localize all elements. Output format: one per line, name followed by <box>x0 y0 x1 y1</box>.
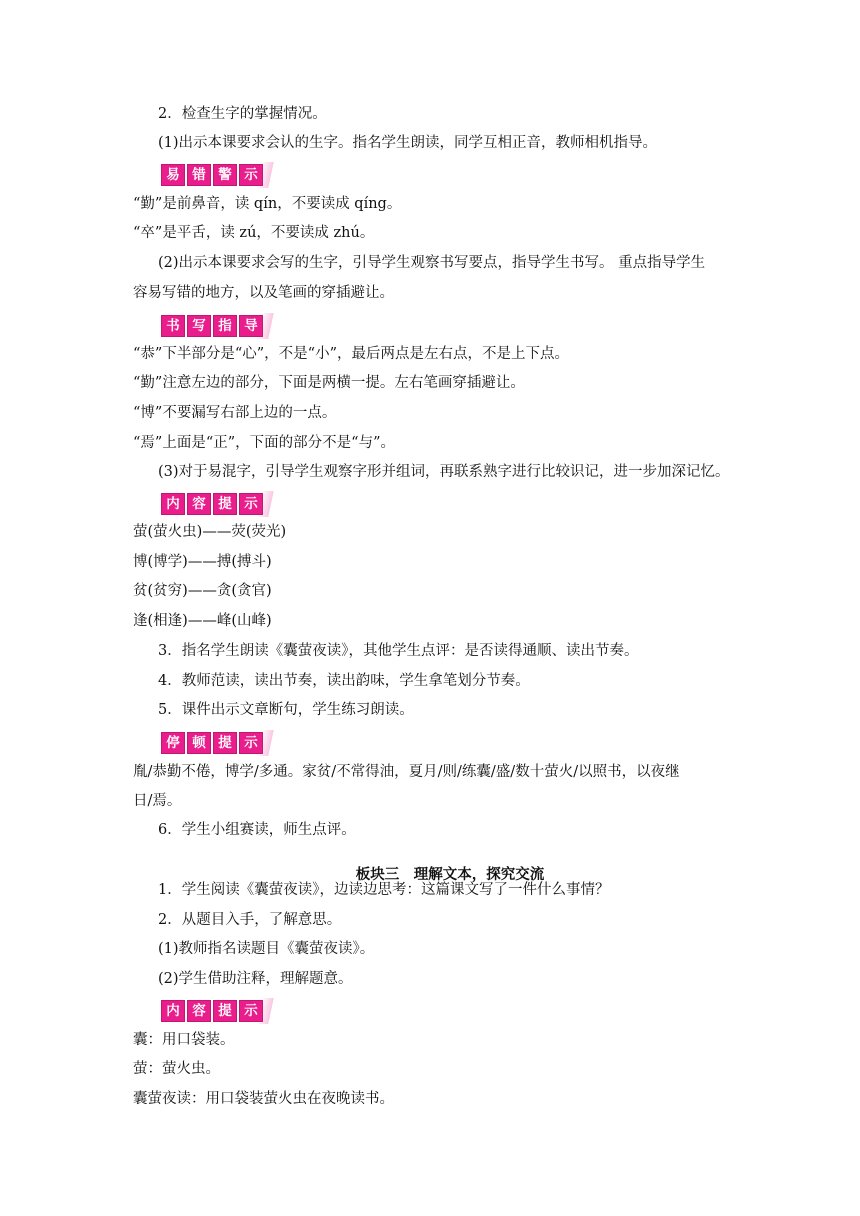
badge-neirong-tishi-2 <box>159 998 265 1024</box>
badge-yicuo-jingshi <box>159 162 265 188</box>
badge-char: 示 <box>239 1000 263 1022</box>
badge-char: 写 <box>187 315 211 337</box>
paragraph-section3-2-2: (2)学生借助注释，理解题意。 <box>158 971 353 987</box>
note-gong: “恭”下半部分是“心”，不是“小”，最后两点是左右点，不是上下点。 <box>133 346 569 362</box>
badge-char: 容 <box>187 1000 211 1022</box>
badge-char: 警 <box>213 164 237 186</box>
paragraph-step-2-2: (2)出示本课要求会写的生字，引导学生观察书写要点，指导学生书写。 重点指导学生 <box>158 255 706 271</box>
badge-neirong-tishi <box>159 491 265 517</box>
word-pair-pin: 贫(贫穷)——贪(贪官) <box>133 583 272 599</box>
paragraph-step-2-1: (1)出示本课要求会认的生字。指名学生朗读，同学互相正音，教师相机指导。 <box>158 135 658 151</box>
badge-char: 书 <box>161 315 185 337</box>
badge-char: 停 <box>161 732 185 754</box>
badge-char: 容 <box>187 493 211 515</box>
paragraph-step-5: 5．课件出示文章断句，学生练习朗读。 <box>158 702 414 718</box>
note-qin: “勤”是前鼻音，读 qín，不要读成 qíng。 <box>133 196 402 212</box>
badge-char: 示 <box>239 164 263 186</box>
badge-shuxie-zhidao <box>159 313 265 339</box>
gloss-ying: 萤：萤火虫。 <box>133 1061 220 1077</box>
pause-text: 胤/恭勤不倦，博学/多通。家贫/不常得油，夏月/则/练囊/盛/数十萤火/以照书，以夜继 <box>133 764 680 780</box>
paragraph-section3-2: 2．从题目入手，了解意思。 <box>158 912 342 928</box>
word-pair-ying: 萤(萤火虫)——荧(荧光) <box>133 524 287 540</box>
badge-char: 提 <box>213 732 237 754</box>
paragraph-step-6: 6．学生小组赛读，师生点评。 <box>158 822 356 838</box>
badge-char: 示 <box>239 493 263 515</box>
badge-char: 内 <box>161 1000 185 1022</box>
paragraph-step-2-3: (3)对于易混字，引导学生观察字形并组词，再联系熟字进行比较识记，进一步加深记忆。 <box>158 464 730 480</box>
section-heading: 板块三 理解文本，探究交流 <box>355 865 545 883</box>
badge-char: 提 <box>213 493 237 515</box>
badge-char: 示 <box>239 732 263 754</box>
badge-tingdun-tishi <box>159 730 265 756</box>
note-bo: “博”不要漏写右部上边的一点。 <box>133 405 337 421</box>
paragraph-step-2: 2．检查生字的掌握情况。 <box>158 106 327 122</box>
word-pair-bo: 博(博学)——搏(搏斗) <box>133 554 272 570</box>
paragraph-section3-2-1: (1)教师指名读题目《囊萤夜读》。 <box>158 941 375 957</box>
badge-char: 顿 <box>187 732 211 754</box>
badge-char: 易 <box>161 164 185 186</box>
word-pair-feng: 逢(相逢)——峰(山峰) <box>133 613 272 629</box>
note-zu: “卒”是平舌，读 zú，不要读成 zhú。 <box>133 225 375 241</box>
badge-char: 导 <box>239 315 263 337</box>
badge-char: 指 <box>213 315 237 337</box>
note-yan: “焉”上面是“正”，下面的部分不是“与”。 <box>133 435 395 451</box>
paragraph-section3-1: 1．学生阅读《囊萤夜读》，边读边思考：这篇课文写了一件什么事情？ <box>158 882 610 898</box>
paragraph-step-3: 3．指名学生朗读《囊萤夜读》，其他学生点评：是否读得通顺、读出节奏。 <box>158 643 639 659</box>
badge-char: 内 <box>161 493 185 515</box>
gloss-title: 囊萤夜读：用口袋装萤火虫在夜晚读书。 <box>133 1091 394 1107</box>
badge-char: 错 <box>187 164 211 186</box>
paragraph-step-4: 4．教师范读，读出节奏，读出韵味，学生拿笔划分节奏。 <box>158 673 530 689</box>
gloss-nang: 囊：用口袋装。 <box>133 1032 235 1048</box>
badge-char: 提 <box>213 1000 237 1022</box>
paragraph-step-2-2-cont: 容易写错的地方，以及笔画的穿插避让。 <box>133 285 394 301</box>
note-qin-write: “勤”注意左边的部分，下面是两横一提。左右笔画穿插避让。 <box>133 375 525 391</box>
pause-text-cont: 日/焉。 <box>133 793 182 809</box>
